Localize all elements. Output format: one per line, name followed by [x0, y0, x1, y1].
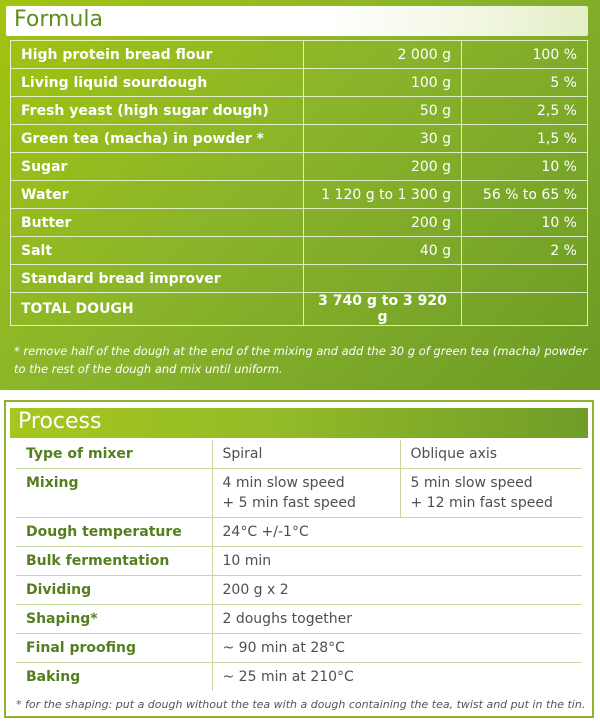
ingredient-name: Standard bread improver — [11, 265, 304, 293]
ingredient-qty: 2 000 g — [304, 41, 462, 69]
total-pct — [462, 293, 588, 326]
table-row — [16, 440, 582, 469]
step-value: 24°C +/-1°C — [212, 518, 582, 547]
table-row — [16, 634, 582, 663]
ingredient-pct: 5 % — [462, 69, 588, 97]
ingredient-pct — [462, 265, 588, 293]
table-row — [16, 605, 582, 634]
table-row — [16, 518, 582, 547]
ingredient-name: High protein bread flour — [11, 41, 304, 69]
step-label: Type of mixer — [16, 440, 212, 469]
ingredient-pct: 56 % to 65 % — [462, 181, 588, 209]
ingredient-pct: 10 % — [462, 209, 588, 237]
mixing-spiral-line2: + 5 min fast speed — [222, 495, 356, 511]
ingredient-name: Fresh yeast (high sugar dough) — [11, 97, 304, 125]
ingredient-pct: 2,5 % — [462, 97, 588, 125]
ingredient-qty: 200 g — [304, 153, 462, 181]
formula-header — [6, 6, 588, 36]
step-label: Bulk fermentation — [16, 547, 212, 576]
table-row — [11, 237, 588, 265]
ingredient-qty: 200 g — [304, 209, 462, 237]
ingredient-name: Water — [11, 181, 304, 209]
ingredient-pct: 1,5 % — [462, 125, 588, 153]
table-row — [16, 469, 582, 518]
mixing-oblique-line2: + 12 min fast speed — [410, 495, 553, 511]
table-row — [11, 209, 588, 237]
table-row — [11, 97, 588, 125]
ingredient-pct: 100 % — [462, 41, 588, 69]
process-panel — [4, 400, 594, 718]
ingredient-qty — [304, 265, 462, 293]
total-row — [11, 293, 588, 326]
table-row — [11, 41, 588, 69]
mixer-spiral-header: Spiral — [212, 440, 400, 469]
step-value: 200 g x 2 — [212, 576, 582, 605]
table-row — [16, 576, 582, 605]
step-value: ~ 90 min at 28°C — [212, 634, 582, 663]
mixing-oblique-value — [400, 469, 582, 518]
step-label: Final proofing — [16, 634, 212, 663]
step-label: Shaping* — [16, 605, 212, 634]
step-value: ~ 25 min at 210°C — [212, 663, 582, 692]
ingredient-pct: 10 % — [462, 153, 588, 181]
mixer-oblique-header: Oblique axis — [400, 440, 582, 469]
ingredient-qty: 1 120 g to 1 300 g — [304, 181, 462, 209]
table-row — [16, 547, 582, 576]
process-table — [16, 440, 582, 691]
total-label: TOTAL DOUGH — [11, 293, 304, 326]
ingredient-name: Green tea (macha) in powder * — [11, 125, 304, 153]
process-title: Process — [18, 409, 102, 434]
ingredient-name: Butter — [11, 209, 304, 237]
step-value: 10 min — [212, 547, 582, 576]
ingredient-pct: 2 % — [462, 237, 588, 265]
step-label: Mixing — [16, 469, 212, 518]
formula-table — [10, 40, 588, 326]
ingredient-name: Salt — [11, 237, 304, 265]
step-value: 2 doughs together — [212, 605, 582, 634]
table-row — [11, 69, 588, 97]
table-row — [11, 181, 588, 209]
ingredient-qty: 50 g — [304, 97, 462, 125]
mixing-spiral-line1: 4 min slow speed — [222, 475, 345, 491]
step-label: Baking — [26, 669, 81, 685]
ingredient-qty: 100 g — [304, 69, 462, 97]
ingredient-name: Sugar — [11, 153, 304, 181]
ingredient-qty: 30 g — [304, 125, 462, 153]
ingredient-qty: 40 g — [304, 237, 462, 265]
step-label: Dividing — [16, 576, 212, 605]
total-qty: 3 740 g to 3 920 g — [304, 293, 462, 326]
table-row — [11, 125, 588, 153]
table-row — [16, 663, 582, 692]
mixing-spiral-value — [212, 469, 400, 518]
step-label: Dough temperature — [16, 518, 212, 547]
formula-title: Formula — [14, 7, 103, 32]
ingredient-name: Living liquid sourdough — [11, 69, 304, 97]
process-header — [10, 408, 588, 438]
mixing-oblique-line1: 5 min slow speed — [410, 475, 533, 491]
table-row — [11, 265, 588, 293]
process-footnote: * for the shaping: put a dough without the tea with a dough containing the tea, twist and put in the tin. — [16, 698, 586, 711]
formula-footnote: * remove half of the dough at the end of the mixing and add the 30 g of green tea (macha) powder to the rest of the dough and mix until uniform. — [14, 344, 588, 376]
table-row — [11, 153, 588, 181]
